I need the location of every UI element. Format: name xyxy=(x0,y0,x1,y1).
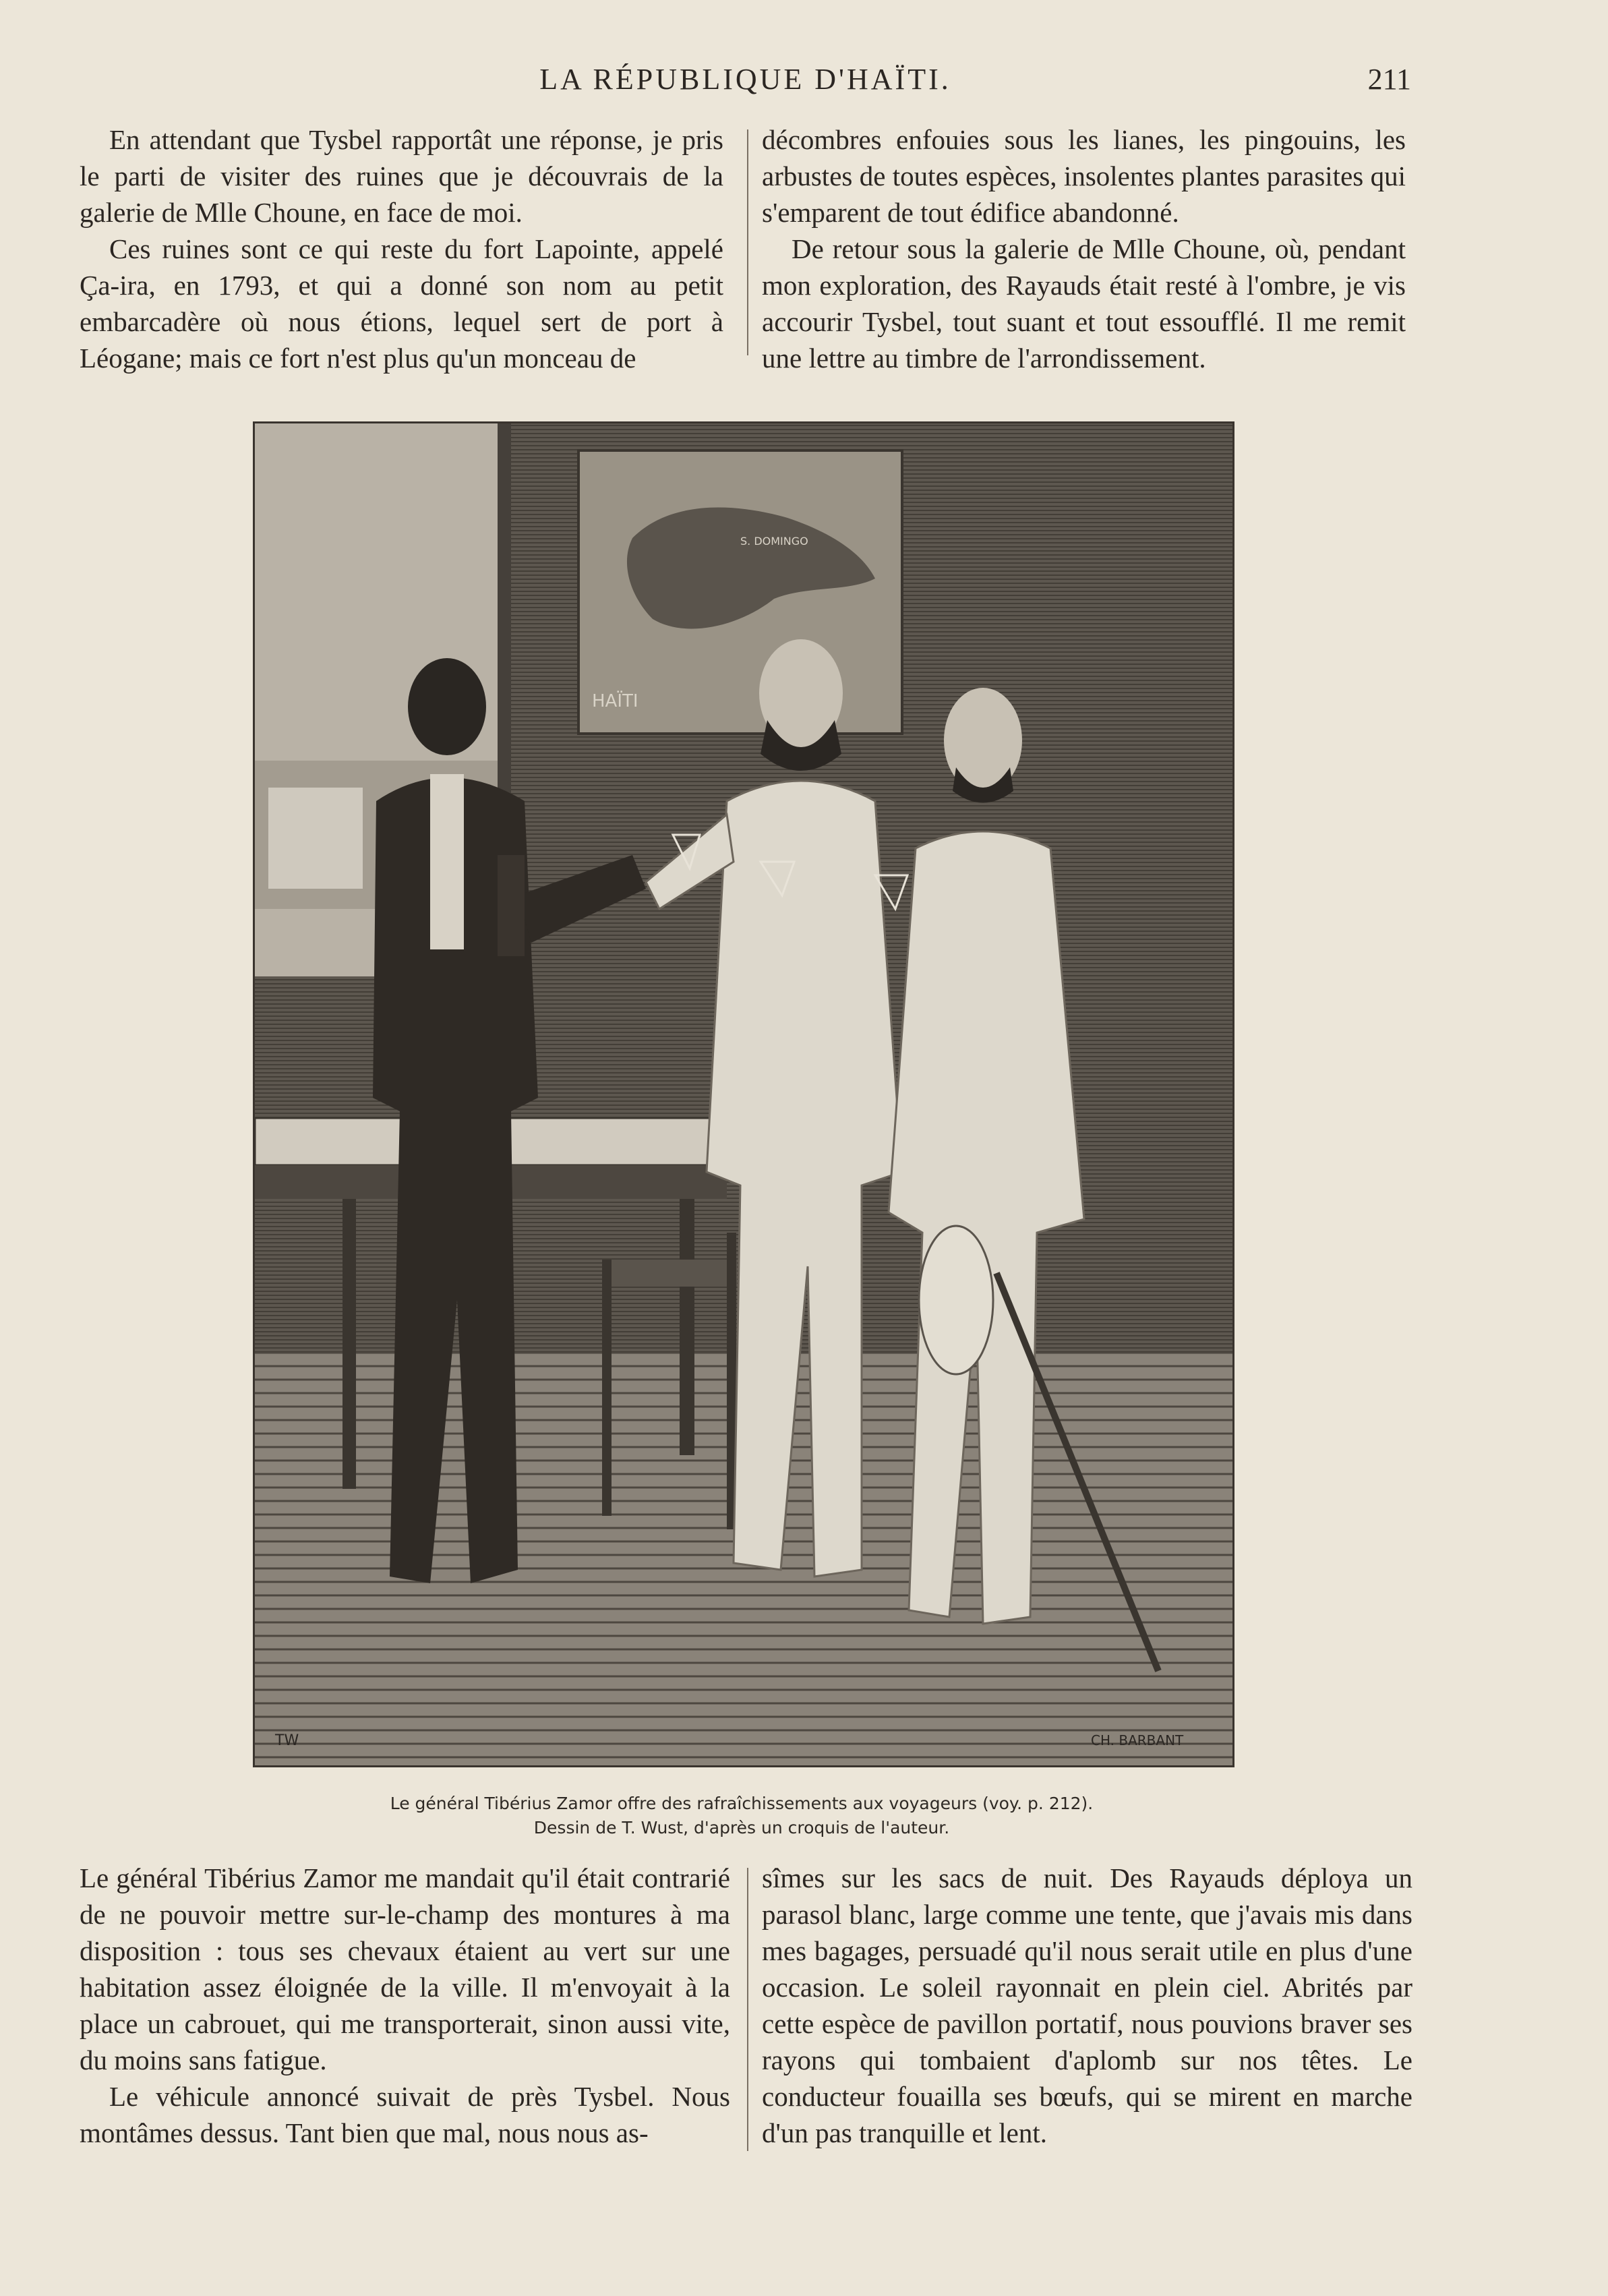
paragraph: Ces ruines sont ce qui reste du fort Lapointe, appelé Ça-ira, en 1793, et qui a donné son nom au petit embarcadère où nous étions, lequel sert de port à Léogane; mais ce fort n'est plus qu'un monceau de xyxy=(80,233,723,374)
caption-line-1: Le général Tibérius Zamor offre des rafraîchissements aux voyageurs (voy. p. 212). xyxy=(390,1794,1094,1813)
map-label-2: S. DOMINGO xyxy=(740,535,808,548)
paragraph: Le véhicule annoncé suivait de près Tysbel. Nous montâmes dessus. Tant bien que mal, nous nous as- xyxy=(80,2081,730,2148)
paragraph: sîmes sur les sacs de nuit. Des Rayauds déploya un parasol blanc, large comme une tente, que j'avais mis dans mes bagages, persuadé qu'il nous serait utile en plus d'une occasion. Le soleil rayonnait en plein ciel. Abrités par cette espèce de pavillon portatif, nous pouvions braver ses rayons qui tombaient d'aplomb sur nos têtes. Le conducteur fouailla ses bœufs, qui se mirent en marche d'un pas tranquille et lent. xyxy=(762,1862,1412,2148)
page-number: 211 xyxy=(1367,63,1411,96)
column-rule xyxy=(747,1868,748,2151)
engraver-monogram: TW xyxy=(275,1732,299,1749)
running-head xyxy=(80,62,1411,102)
paragraph: décombres enfouies sous les lianes, les pingouins, les arbustes de toutes espèces, insolentes plantes parasites qui s'emparent de tout édifice abandonné. xyxy=(762,124,1406,228)
paragraph: De retour sous la galerie de Mlle Choune, où, pendant mon exploration, des Rayauds était resté à l'ombre, je vis accourir Tysbel, tout suant et tout essoufflé. Il me remit une lettre au timbre de l'arrondissement. xyxy=(762,233,1406,374)
engraving-illustration xyxy=(253,421,1234,1767)
top-left-column xyxy=(80,121,723,376)
bottom-right-column xyxy=(762,1860,1412,2151)
map-label: HAÏTI xyxy=(592,691,638,711)
engraver-signature: CH. BARBANT xyxy=(1091,1732,1184,1748)
paragraph: En attendant que Tysbel rapportât une réponse, je pris le parti de visiter des ruines que je découvrais de la galerie de Mlle Choune, en face de moi. xyxy=(80,124,723,228)
running-title: LA RÉPUBLIQUE D'HAÏTI. xyxy=(539,63,951,96)
chair xyxy=(602,1260,737,1287)
top-right-column xyxy=(762,121,1406,376)
paragraph: Le général Tibérius Zamor me mandait qu'il était contrarié de ne pouvoir mettre sur-le-champ des montures à ma disposition : tous ses chevaux étaient au vert sur une habitation assez éloignée de la ville. Il m'envoyait à la place un cabrouet, qui me transporterait, sinon aussi vite, du moins sans fatigue. xyxy=(80,1862,730,2076)
engraving-drawing xyxy=(255,423,1232,1765)
caption-line-2: Dessin de T. Wust, d'après un croquis de l'auteur. xyxy=(533,1818,950,1837)
bottom-left-column xyxy=(80,1860,730,2151)
column-rule xyxy=(747,129,748,355)
